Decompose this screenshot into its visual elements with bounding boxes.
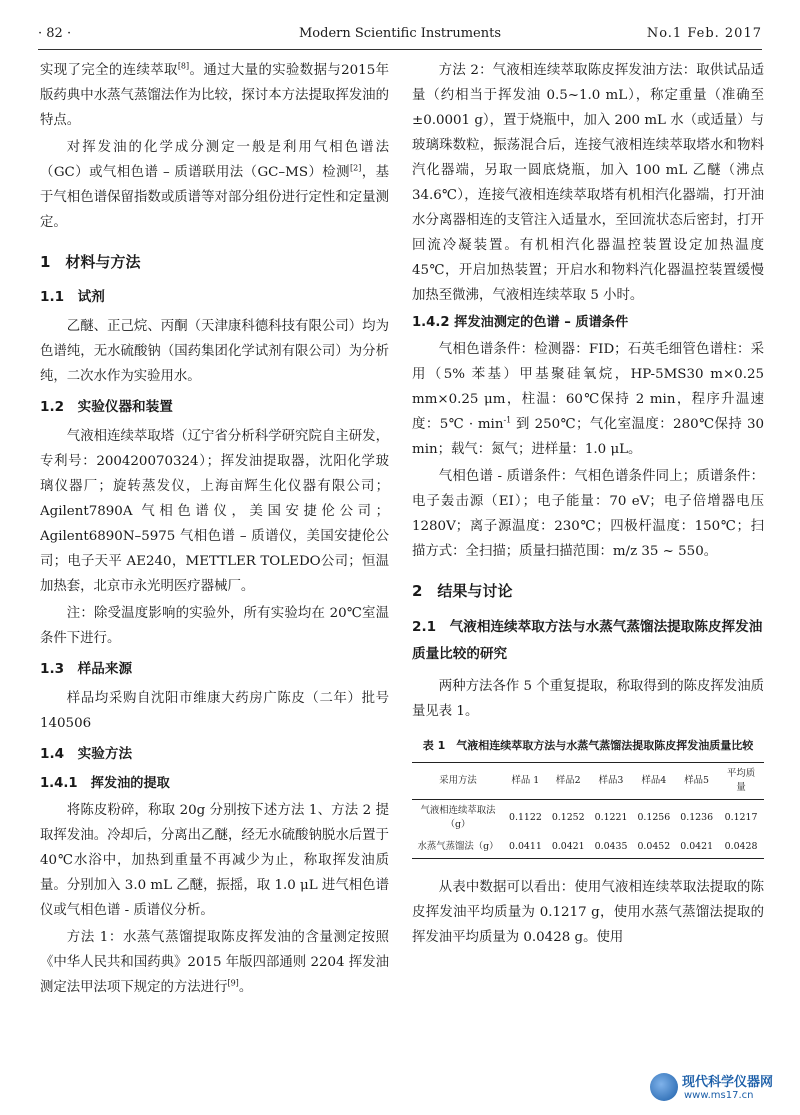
sample-paragraph: 样品均采购自沈阳市维康大药房广陈皮（二年）批号 140506	[40, 691, 389, 731]
watermark-title: 现代科学仪器网	[682, 1075, 774, 1090]
section-2-1-heading: 2.1 气液相连续萃取方法与水蒸气蒸馏法提取陈皮挥发油质量比较的研究	[412, 619, 763, 662]
globe-logo-icon	[650, 1073, 678, 1101]
section-1-heading: 1 材料与方法	[40, 253, 141, 271]
conclusion-paragraph: 从表中数据可以看出：使用气液相连续萃取法提取的陈皮挥发油平均质量为 0.1217 g，使用水蒸气蒸馏法提取的挥发油平均质量为 0.0428 g。使用	[412, 880, 764, 945]
table-row	[412, 800, 764, 837]
table-cell-method: 水蒸气蒸馏法（g）	[417, 841, 499, 852]
table-header-cell: 样品4	[641, 775, 667, 786]
table-cell: 0.1236	[680, 812, 714, 823]
table-1	[412, 762, 764, 859]
table-cell: 0.1217	[724, 812, 758, 823]
table-cell: 0.0428	[724, 841, 758, 852]
table-header-cell: 采用方法	[439, 775, 477, 786]
section-1-2-heading: 1.2 实验仪器和装置	[40, 399, 173, 415]
issue-info: No.1 Feb. 2017	[646, 26, 762, 41]
section-1-4-1-heading: 1.4.1 挥发油的提取	[40, 776, 170, 791]
table-cell: 0.1252	[551, 812, 585, 823]
gcms-conditions-paragraph: 气相色谱 - 质谱条件：气相色谱条件同上；质谱条件：电子轰击源（EI）；电子能量：70 eV；电子倍增器电压 1280V；离子源温度：230℃；四极杆温度：150℃；扫描方式：全扫描；质量扫描范围：m/z 35 ~ 550。	[412, 469, 764, 559]
table-1-caption: 表 1 气液相连续萃取方法与水蒸气蒸馏法提取陈皮挥发油质量比较	[422, 739, 754, 752]
page-header	[38, 26, 762, 48]
section-1-4-2-heading: 1.4.2 挥发油测定的色谱 – 质谱条件	[412, 315, 629, 330]
extraction-paragraph: 将陈皮粉碎，称取 20g 分别按下述方法 1、方法 2 提取挥发油。冷却后，分离出乙醚，经无水硫酸钠脱水后置于 40℃水浴中，加热到重量不再减少为止，称取挥发油质量。分别加入 3.0 mL 乙醚，振摇，取 1.0 μL 进气相色谱仪或气相色谱 - 质谱仪分析。	[40, 803, 389, 918]
right-column	[412, 58, 764, 1087]
table-cell: 0.0411	[509, 841, 542, 852]
gc-conditions-paragraph: 气相色谱条件：检测器：FID；石英毛细管色谱柱：采用（5% 苯基）甲基聚硅氧烷，HP-5MS30 m×0.25 mm×0.25 μm，柱温：60℃保持 2 min，程序升温速度：5℃ · $\min^{-1}$ 到 250℃；气化室温度：280℃保持 30 min；载气：氮气；进样量：1.0 μL。	[412, 342, 764, 457]
method-2-paragraph: 方法 2：气液相连续萃取陈皮挥发油方法：取供试品适量（约相当于挥发油 0.5~1.0 mL），称定重量（准确至 ±0.0001 g），置于烧瓶中，加入 200 mL 水（或适量）与玻璃珠数粒，振荡混合后，连接气液相连续萃取塔水和物料汽化器端，另取一圆底烧瓶，加入 100 mL 乙醚（沸点 34.6℃），连接气液相连续萃取塔有机相汽化器端，打开油水分离器相连的支管注入适量水，至回流状态后密封，打开回流冷凝装置。有机相汽化器温控装置设定加热温度 45℃，开启加热装置；开启水和物料汽化器温控装置缓慢加热至微沸，气液相连续萃取 5 小时。	[412, 63, 764, 303]
instruments-paragraph: 气液相连续萃取塔（辽宁省分析科学研究院自主研发，专利号：200420070324）；挥发油提取器，沈阳化学玻璃仪器厂；旋转蒸发仪，上海亩辉生化仪器有限公司；Agilent7890A 气相色谱仪，美国安捷伦公司；Agilent6890N–5975 气相色谱 – 质谱仪，美国安捷伦公司；电子天平 AE240，METTLER TOLEDO公司；恒温加热套，北京市永光明医疗器械厂。	[40, 429, 389, 594]
table-cell: 0.0421	[680, 841, 714, 852]
section-2-heading: 2 结果与讨论	[412, 582, 513, 600]
table-header-cell: 样品 1	[511, 775, 540, 786]
table-cell: 0.0421	[551, 841, 585, 852]
left-column	[40, 58, 389, 1087]
results-paragraph: 两种方法各作 5 个重复提取，称取得到的陈皮挥发油质量见表 1。	[412, 679, 764, 719]
table-cell: 0.0435	[594, 841, 628, 852]
header-rule	[38, 49, 762, 50]
table-row	[412, 836, 764, 859]
section-1-4-heading: 1.4 实验方法	[40, 746, 133, 762]
section-1-3-heading: 1.3 样品来源	[40, 661, 133, 677]
page-number: · 82 ·	[38, 26, 72, 41]
note-paragraph: 注：除受温度影响的实验外，所有实验均在 20℃室温条件下进行。	[40, 606, 389, 646]
table-cell: 0.0452	[637, 841, 671, 852]
table-cell: 0.1221	[594, 812, 628, 823]
table-header-cell: 样品2	[555, 775, 581, 786]
journal-title: Modern Scientific Instruments	[298, 26, 502, 41]
method-1-paragraph: 方法 1：水蒸气蒸馏提取陈皮挥发油的含量测定按照《中华人民共和国药典》2015 年版四部通则 2204 挥发油测定法甲法项下规定的方法进行[9]。	[40, 930, 389, 995]
table-cell-method: 气液相连续萃取法（g）	[420, 805, 496, 830]
site-watermark	[650, 1069, 790, 1109]
citation-8[interactable]: [8]	[177, 61, 190, 71]
table-header-cell: 平均质量	[726, 768, 756, 793]
analysis-paragraph: 对挥发油的化学成分测定一般是利用气相色谱法（GC）或气相色谱 – 质谱联用法（GC–MS）检测[2]，基于气相色谱保留指数或质谱等对部分组份进行定性和定量测定。	[40, 140, 389, 230]
intro-paragraph-end: 实现了完全的连续萃取[8]。通过大量的实验数据与2015年版药典中水蒸气蒸馏法作为比较，探讨本方法提取挥发油的特点。	[40, 61, 389, 128]
section-1-1-heading: 1.1 试剂	[40, 289, 105, 305]
watermark-url: www.ms17.cn	[684, 1090, 754, 1101]
citation-2[interactable]: [2]	[349, 163, 362, 173]
table-cell: 0.1256	[637, 812, 671, 823]
citation-9[interactable]: [9]	[227, 978, 239, 988]
table-cell: 0.1122	[509, 812, 542, 823]
table-header-cell: 样品3	[598, 775, 624, 786]
table-header-cell: 样品5	[684, 775, 710, 786]
table-header-row	[412, 763, 764, 800]
reagents-paragraph: 乙醚、正己烷、丙酮（天津康科德科技有限公司）均为色谱纯，无水硫酸钠（国药集团化学试剂有限公司）为分析纯，二次水作为实验用水。	[40, 319, 389, 384]
